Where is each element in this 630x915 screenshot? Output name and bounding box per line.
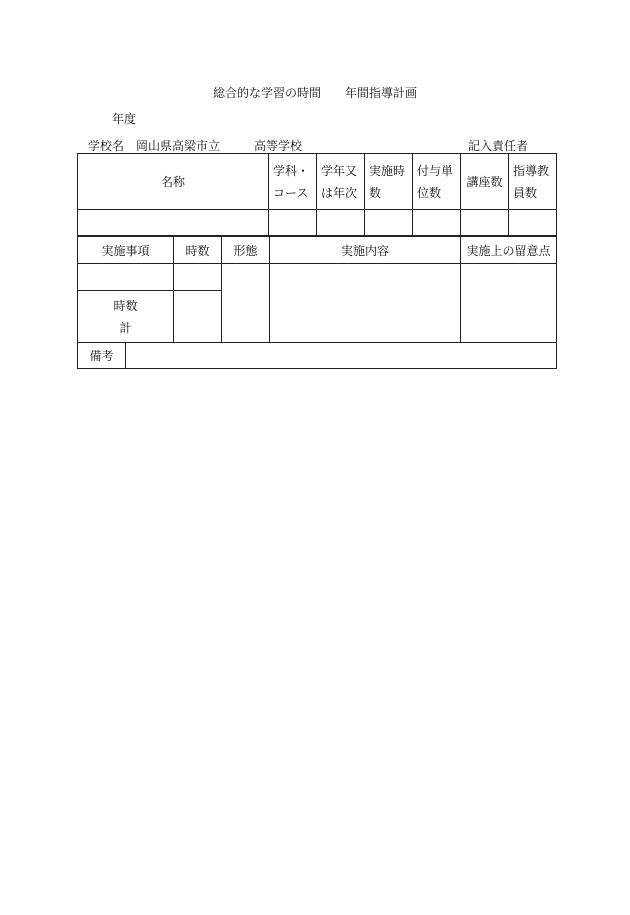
total-hours-cell[interactable] xyxy=(174,291,222,343)
year-label: 年度 xyxy=(112,112,137,126)
header-classes: 講座数 xyxy=(461,154,509,210)
classes-cell[interactable] xyxy=(461,210,509,236)
teachers-cell[interactable] xyxy=(509,210,557,236)
header-course: 学科・ コース xyxy=(269,154,317,210)
header-notes: 実施上の留意点 xyxy=(461,237,557,264)
form-cell[interactable] xyxy=(222,264,270,343)
school-line xyxy=(88,137,528,151)
course-cell[interactable] xyxy=(269,210,317,236)
hours-cell[interactable] xyxy=(365,210,413,236)
plan-detail-table xyxy=(77,236,557,369)
header-content: 実施内容 xyxy=(270,237,461,264)
grade-cell[interactable] xyxy=(317,210,365,236)
school-label: 学校名 xyxy=(88,139,125,153)
header-hours2: 時数 xyxy=(174,237,222,264)
header-form: 形態 xyxy=(222,237,270,264)
course-summary-table xyxy=(77,153,557,236)
title-main: 総合的な学習の時間 xyxy=(212,86,321,100)
total-hours-label: 時数 計 xyxy=(78,291,174,343)
item-cell[interactable] xyxy=(78,264,174,291)
header-item: 実施事項 xyxy=(78,237,174,264)
school-name: 岡山県高梁市立 xyxy=(136,139,221,153)
header-hours: 実施時 数 xyxy=(365,154,413,210)
name-cell[interactable] xyxy=(78,210,269,236)
remarks-label: 備考 xyxy=(78,343,126,369)
header-grade: 学年又 は年次 xyxy=(317,154,365,210)
recorder-label: 記入責任者 xyxy=(467,139,528,153)
page-title xyxy=(0,84,630,101)
remarks-cell[interactable] xyxy=(126,343,557,369)
header-teachers: 指導教 員数 xyxy=(509,154,557,210)
title-sub: 年間指導計画 xyxy=(345,86,418,100)
header-credits: 付与単 位数 xyxy=(413,154,461,210)
header-name: 名称 xyxy=(78,154,269,210)
school-type: 高等学校 xyxy=(254,139,303,153)
credits-cell[interactable] xyxy=(413,210,461,236)
hours-input-cell[interactable] xyxy=(174,264,222,291)
content-cell[interactable] xyxy=(270,264,461,343)
notes-cell[interactable] xyxy=(461,264,557,343)
